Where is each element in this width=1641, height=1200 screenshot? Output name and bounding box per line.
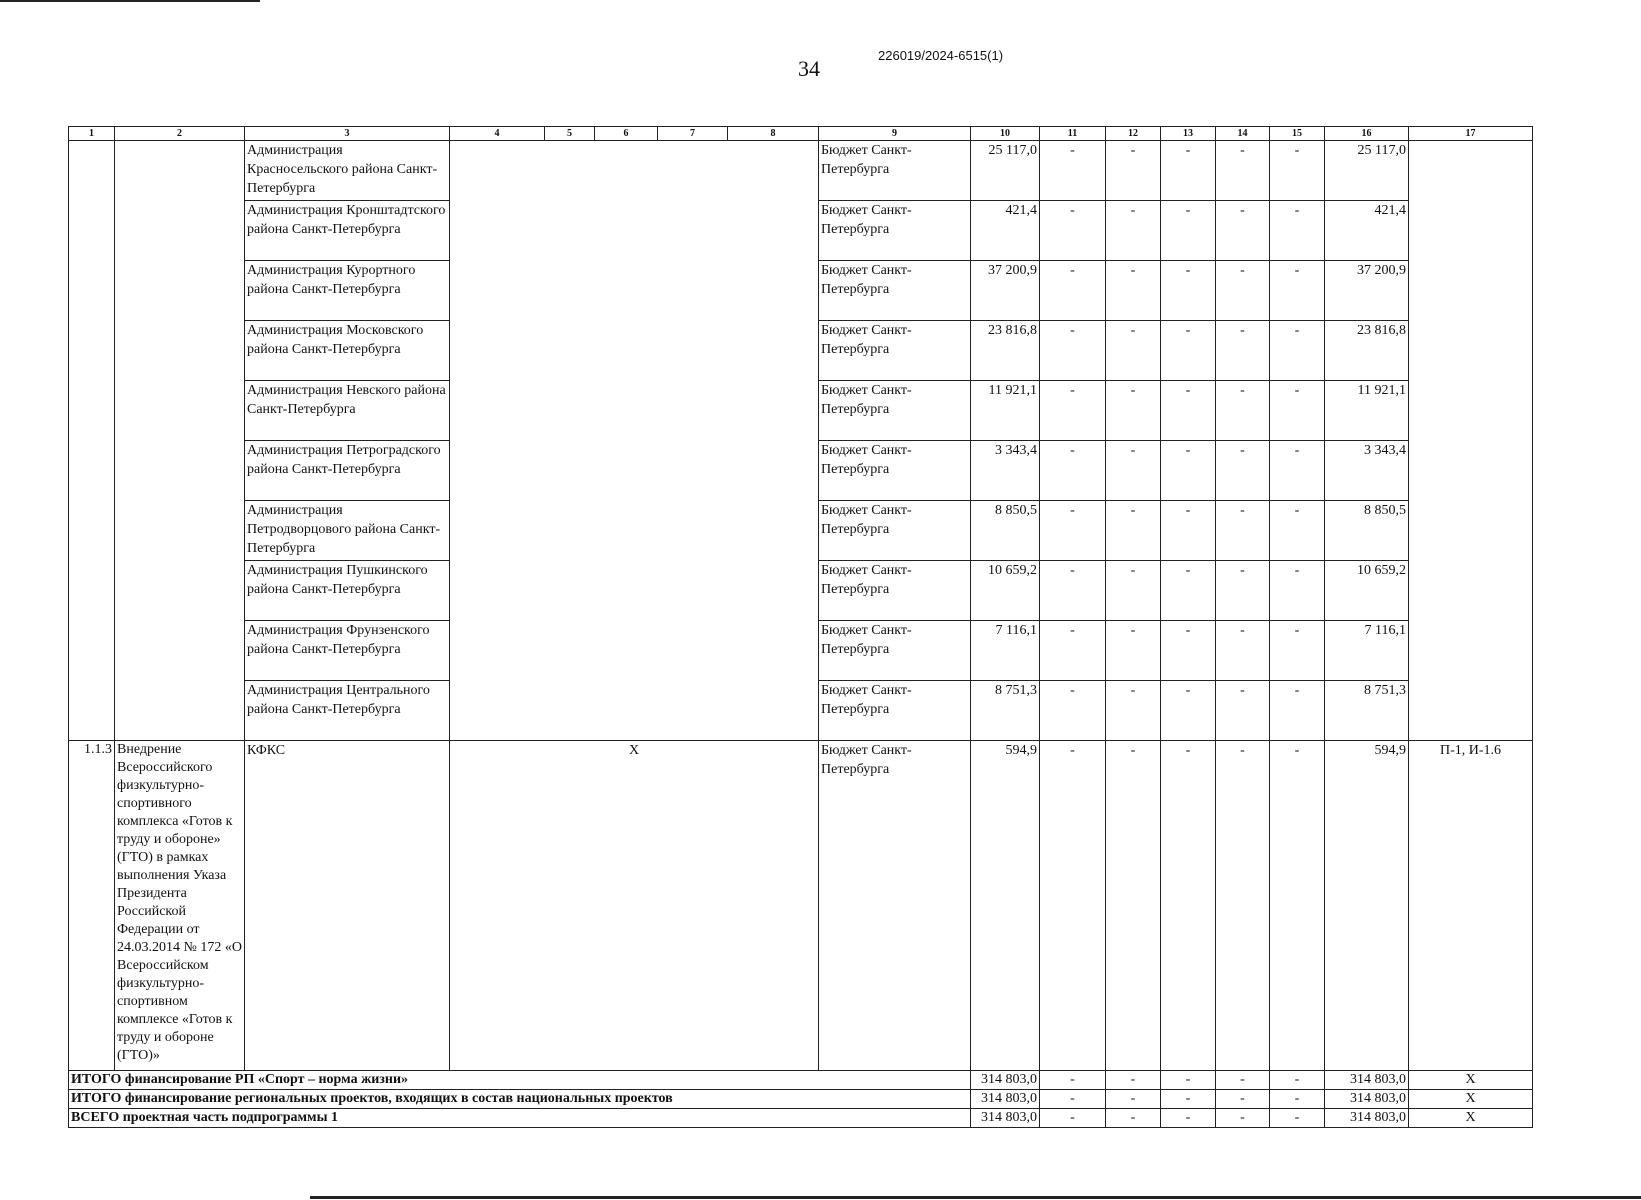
item-name-cell: Внедрение Всероссийского физкультурно-спортивного комплекса «Готов к труду и обороне» (ГТО) в рамках выполнения Указа Президента Российской Федерации от 24.03.2014 № 172 «О Всероссийском физкультурно-спортивном комплексе «Готов к труду и обороне (ГТО)» bbox=[115, 741, 245, 1071]
page-number: 34 bbox=[798, 56, 820, 81]
empty-cell bbox=[450, 141, 819, 201]
document-id: 226019/2024-6515(1) bbox=[878, 48, 1004, 63]
dash-cell: - bbox=[1106, 261, 1161, 321]
empty-cell bbox=[1409, 201, 1533, 261]
dash-cell: - bbox=[1040, 201, 1106, 261]
empty-cell bbox=[69, 141, 115, 201]
executor-cell: Администрация Кронштадтского района Санкт-Петербурга bbox=[245, 201, 450, 261]
dash-cell: - bbox=[1216, 621, 1270, 681]
amount-cell: 421,4 bbox=[971, 201, 1040, 261]
table-row bbox=[69, 501, 1533, 561]
column-number: 6 bbox=[595, 127, 658, 141]
source-cell: Бюджет Санкт-Петербурга bbox=[819, 741, 971, 1071]
dash-cell: - bbox=[1270, 321, 1325, 381]
empty-cell bbox=[1409, 141, 1533, 201]
total-row bbox=[69, 1071, 1533, 1090]
dash-cell: - bbox=[1270, 381, 1325, 441]
dash-cell: - bbox=[1216, 321, 1270, 381]
total-amount-cell: 421,4 bbox=[1325, 201, 1409, 261]
empty-cell bbox=[69, 261, 115, 321]
column-number: 3 bbox=[245, 127, 450, 141]
dash-cell: - bbox=[1040, 741, 1106, 1071]
source-cell: Бюджет Санкт-Петербурга bbox=[819, 381, 971, 441]
total-amount-cell: 314 803,0 bbox=[971, 1090, 1040, 1109]
dash-cell: - bbox=[1216, 501, 1270, 561]
amount-cell: 25 117,0 bbox=[971, 141, 1040, 201]
empty-cell bbox=[1409, 441, 1533, 501]
dash-cell: - bbox=[1040, 441, 1106, 501]
total-row bbox=[69, 1109, 1533, 1128]
empty-cell bbox=[450, 201, 819, 261]
dash-cell: - bbox=[1161, 321, 1216, 381]
dash-cell: - bbox=[1106, 741, 1161, 1071]
executor-cell: Администрация Невского района Санкт-Петербурга bbox=[245, 381, 450, 441]
executor-cell: Администрация Петродворцового района Санкт-Петербурга bbox=[245, 501, 450, 561]
dash-cell: - bbox=[1106, 1071, 1161, 1090]
total-amount-cell: 11 921,1 bbox=[1325, 381, 1409, 441]
dash-cell: - bbox=[1216, 381, 1270, 441]
dash-cell: - bbox=[1161, 201, 1216, 261]
empty-cell bbox=[115, 501, 245, 561]
amount-cell: 37 200,9 bbox=[971, 261, 1040, 321]
dash-cell: - bbox=[1106, 321, 1161, 381]
total-amount-cell: 314 803,0 bbox=[971, 1109, 1040, 1128]
total-label: ИТОГО финансирование региональных проектов, входящих в состав национальных проектов bbox=[69, 1090, 971, 1109]
dash-cell: - bbox=[1040, 321, 1106, 381]
financing-table bbox=[68, 126, 1533, 1128]
dash-cell: - bbox=[1270, 561, 1325, 621]
dash-cell: - bbox=[1106, 561, 1161, 621]
dash-cell: - bbox=[1270, 621, 1325, 681]
dash-cell: - bbox=[1270, 1071, 1325, 1090]
total-amount-cell: 25 117,0 bbox=[1325, 141, 1409, 201]
source-cell: Бюджет Санкт-Петербурга bbox=[819, 321, 971, 381]
empty-cell bbox=[69, 681, 115, 741]
empty-cell bbox=[115, 321, 245, 381]
amount-cell: 8 751,3 bbox=[971, 681, 1040, 741]
column-number: 14 bbox=[1216, 127, 1270, 141]
source-cell: Бюджет Санкт-Петербурга bbox=[819, 501, 971, 561]
empty-cell bbox=[1409, 261, 1533, 321]
column-number: 5 bbox=[545, 127, 595, 141]
source-cell: Бюджет Санкт-Петербурга bbox=[819, 621, 971, 681]
dash-cell: - bbox=[1106, 141, 1161, 201]
dash-cell: - bbox=[1040, 141, 1106, 201]
top-scan-line bbox=[0, 0, 260, 2]
total-row bbox=[69, 1090, 1533, 1109]
empty-cell bbox=[69, 441, 115, 501]
dash-cell: - bbox=[1040, 261, 1106, 321]
table-row bbox=[69, 141, 1533, 201]
dash-cell: - bbox=[1040, 561, 1106, 621]
executor-cell: Администрация Курортного района Санкт-Петербурга bbox=[245, 261, 450, 321]
amount-cell: 11 921,1 bbox=[971, 381, 1040, 441]
dash-cell: - bbox=[1161, 1071, 1216, 1090]
empty-cell bbox=[450, 621, 819, 681]
empty-cell bbox=[69, 321, 115, 381]
dash-cell: - bbox=[1216, 141, 1270, 201]
dash-cell: - bbox=[1216, 201, 1270, 261]
column-number: 12 bbox=[1106, 127, 1161, 141]
empty-cell bbox=[1409, 381, 1533, 441]
amount-cell: 3 343,4 bbox=[971, 441, 1040, 501]
total-amount-cell: 594,9 bbox=[1325, 741, 1409, 1071]
source-cell: Бюджет Санкт-Петербурга bbox=[819, 141, 971, 201]
dash-cell: - bbox=[1216, 441, 1270, 501]
total-amount-cell: 314 803,0 bbox=[971, 1071, 1040, 1090]
dash-cell: - bbox=[1270, 201, 1325, 261]
source-cell: Бюджет Санкт-Петербурга bbox=[819, 441, 971, 501]
column-number: 4 bbox=[450, 127, 545, 141]
executor-cell: Администрация Красносельского района Санкт-Петербурга bbox=[245, 141, 450, 201]
empty-cell bbox=[1409, 561, 1533, 621]
empty-cell bbox=[69, 201, 115, 261]
dash-cell: - bbox=[1040, 1071, 1106, 1090]
executor-cell: Администрация Пушкинского района Санкт-Петербурга bbox=[245, 561, 450, 621]
empty-cell bbox=[69, 561, 115, 621]
dash-cell: - bbox=[1161, 1090, 1216, 1109]
amount-cell: 23 816,8 bbox=[971, 321, 1040, 381]
dash-cell: - bbox=[1040, 1090, 1106, 1109]
dash-cell: - bbox=[1161, 381, 1216, 441]
dash-cell: - bbox=[1106, 381, 1161, 441]
dash-cell: - bbox=[1216, 681, 1270, 741]
column-number: 13 bbox=[1161, 127, 1216, 141]
total-amount-cell: 314 803,0 bbox=[1325, 1071, 1409, 1090]
indicator-cell: П-1, И-1.6 bbox=[1409, 741, 1533, 1071]
x-cell: X bbox=[1409, 1109, 1533, 1128]
total-amount-cell: 314 803,0 bbox=[1325, 1090, 1409, 1109]
dash-cell: - bbox=[1216, 741, 1270, 1071]
total-amount-cell: 3 343,4 bbox=[1325, 441, 1409, 501]
empty-cell bbox=[450, 501, 819, 561]
column-number: 16 bbox=[1325, 127, 1409, 141]
dash-cell: - bbox=[1216, 561, 1270, 621]
dash-cell: - bbox=[1270, 1090, 1325, 1109]
dash-cell: - bbox=[1270, 1109, 1325, 1128]
table-row bbox=[69, 441, 1533, 501]
empty-cell bbox=[1409, 621, 1533, 681]
total-amount-cell: 10 659,2 bbox=[1325, 561, 1409, 621]
empty-cell bbox=[450, 261, 819, 321]
dash-cell: - bbox=[1161, 561, 1216, 621]
column-number: 8 bbox=[728, 127, 819, 141]
source-cell: Бюджет Санкт-Петербурга bbox=[819, 201, 971, 261]
dash-cell: - bbox=[1040, 681, 1106, 741]
dash-cell: - bbox=[1106, 681, 1161, 741]
dash-cell: - bbox=[1216, 1109, 1270, 1128]
source-cell: Бюджет Санкт-Петербурга bbox=[819, 561, 971, 621]
amount-cell: 10 659,2 bbox=[971, 561, 1040, 621]
dash-cell: - bbox=[1161, 741, 1216, 1071]
amount-cell: 7 116,1 bbox=[971, 621, 1040, 681]
executor-cell: Администрация Центрального района Санкт-Петербурга bbox=[245, 681, 450, 741]
bottom-scan-line bbox=[310, 1196, 1641, 1199]
dash-cell: - bbox=[1161, 501, 1216, 561]
dash-cell: - bbox=[1216, 1071, 1270, 1090]
amount-cell: 594,9 bbox=[971, 741, 1040, 1071]
dash-cell: - bbox=[1270, 501, 1325, 561]
executor-cell: Администрация Фрунзенского района Санкт-Петербурга bbox=[245, 621, 450, 681]
dash-cell: - bbox=[1161, 1109, 1216, 1128]
total-amount-cell: 8 850,5 bbox=[1325, 501, 1409, 561]
dash-cell: - bbox=[1040, 1109, 1106, 1128]
empty-cell bbox=[115, 141, 245, 201]
column-number: 15 bbox=[1270, 127, 1325, 141]
amount-cell: 8 850,5 bbox=[971, 501, 1040, 561]
empty-cell bbox=[69, 621, 115, 681]
empty-cell bbox=[1409, 321, 1533, 381]
empty-cell bbox=[69, 501, 115, 561]
dash-cell: - bbox=[1040, 501, 1106, 561]
empty-cell bbox=[450, 441, 819, 501]
item-number-cell: 1.1.3 bbox=[69, 741, 115, 1071]
executor-cell: Администрация Московского района Санкт-Петербурга bbox=[245, 321, 450, 381]
table-row bbox=[69, 321, 1533, 381]
source-cell: Бюджет Санкт-Петербурга bbox=[819, 261, 971, 321]
dash-cell: - bbox=[1270, 141, 1325, 201]
empty-cell bbox=[115, 681, 245, 741]
dash-cell: - bbox=[1161, 681, 1216, 741]
empty-cell bbox=[450, 561, 819, 621]
dash-cell: - bbox=[1270, 261, 1325, 321]
empty-cell bbox=[450, 681, 819, 741]
table-row bbox=[69, 561, 1533, 621]
empty-cell bbox=[1409, 501, 1533, 561]
dash-cell: - bbox=[1216, 261, 1270, 321]
table-row bbox=[69, 261, 1533, 321]
total-amount-cell: 7 116,1 bbox=[1325, 621, 1409, 681]
column-number: 17 bbox=[1409, 127, 1533, 141]
empty-cell bbox=[69, 381, 115, 441]
source-cell: Бюджет Санкт-Петербурга bbox=[819, 681, 971, 741]
empty-cell bbox=[115, 621, 245, 681]
dash-cell: - bbox=[1106, 501, 1161, 561]
column-number: 7 bbox=[658, 127, 728, 141]
table-row bbox=[69, 621, 1533, 681]
dash-cell: - bbox=[1106, 621, 1161, 681]
table-row bbox=[69, 381, 1533, 441]
dash-cell: - bbox=[1106, 1090, 1161, 1109]
empty-cell bbox=[115, 561, 245, 621]
empty-cell bbox=[450, 321, 819, 381]
dash-cell: - bbox=[1106, 1109, 1161, 1128]
total-label: ИТОГО финансирование РП «Спорт – норма жизни» bbox=[69, 1071, 971, 1090]
empty-cell bbox=[115, 381, 245, 441]
table-row-gto bbox=[69, 741, 1533, 1071]
dash-cell: - bbox=[1040, 621, 1106, 681]
empty-cell bbox=[115, 201, 245, 261]
total-amount-cell: 23 816,8 bbox=[1325, 321, 1409, 381]
table-row bbox=[69, 681, 1533, 741]
executor-cell: Администрация Петроградского района Санкт-Петербурга bbox=[245, 441, 450, 501]
table-row bbox=[69, 201, 1533, 261]
dash-cell: - bbox=[1161, 261, 1216, 321]
dash-cell: - bbox=[1161, 141, 1216, 201]
column-number: 11 bbox=[1040, 127, 1106, 141]
empty-cell bbox=[115, 441, 245, 501]
dash-cell: - bbox=[1270, 441, 1325, 501]
mark-cell: X bbox=[450, 741, 819, 1071]
total-label: ВСЕГО проектная часть подпрограммы 1 bbox=[69, 1109, 971, 1128]
total-amount-cell: 314 803,0 bbox=[1325, 1109, 1409, 1128]
column-number: 1 bbox=[69, 127, 115, 141]
dash-cell: - bbox=[1161, 441, 1216, 501]
column-number-row bbox=[69, 127, 1533, 141]
dash-cell: - bbox=[1270, 741, 1325, 1071]
x-cell: X bbox=[1409, 1090, 1533, 1109]
column-number: 9 bbox=[819, 127, 971, 141]
empty-cell bbox=[1409, 681, 1533, 741]
dash-cell: - bbox=[1106, 201, 1161, 261]
total-amount-cell: 37 200,9 bbox=[1325, 261, 1409, 321]
executor-cell: КФКС bbox=[245, 741, 450, 1071]
total-amount-cell: 8 751,3 bbox=[1325, 681, 1409, 741]
dash-cell: - bbox=[1216, 1090, 1270, 1109]
column-number: 10 bbox=[971, 127, 1040, 141]
empty-cell bbox=[450, 381, 819, 441]
dash-cell: - bbox=[1106, 441, 1161, 501]
column-number: 2 bbox=[115, 127, 245, 141]
dash-cell: - bbox=[1161, 621, 1216, 681]
x-cell: X bbox=[1409, 1071, 1533, 1090]
empty-cell bbox=[115, 261, 245, 321]
dash-cell: - bbox=[1270, 681, 1325, 741]
dash-cell: - bbox=[1040, 381, 1106, 441]
